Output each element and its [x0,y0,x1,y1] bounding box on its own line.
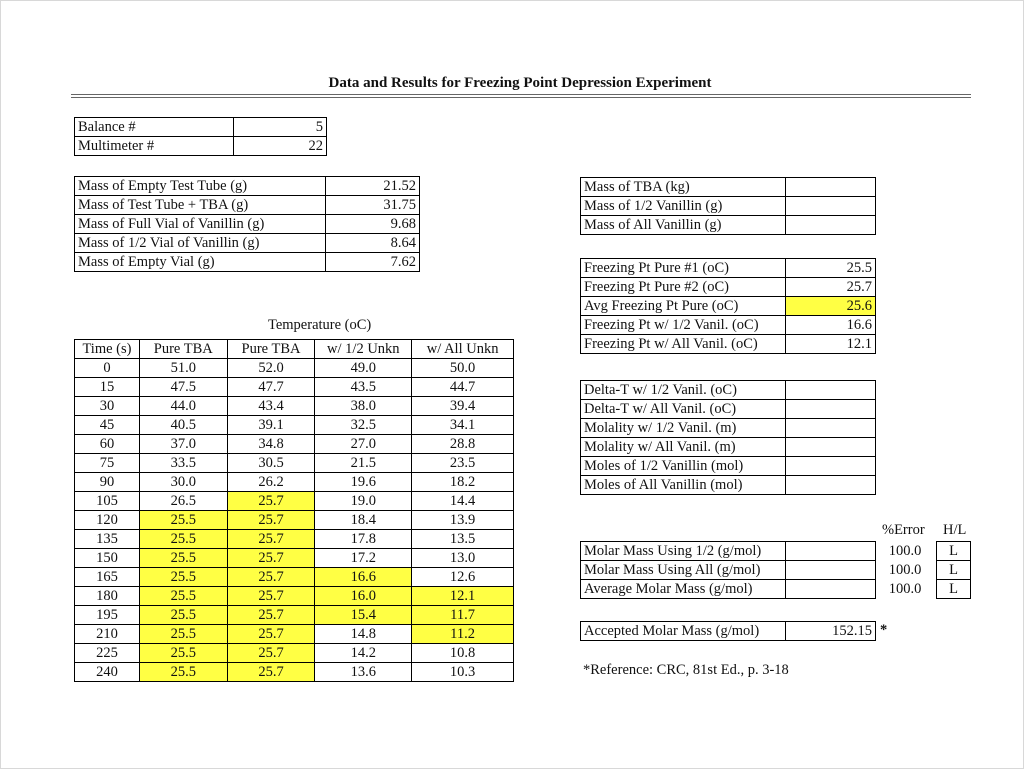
all-unkn-cell[interactable]: 39.4 [412,397,514,416]
delta-row [581,476,876,495]
freezing-point-value-avg[interactable]: 25.6 [785,297,875,316]
temperature-row [75,606,514,625]
title-rule-2 [71,97,971,98]
temperature-row [75,625,514,644]
delta-label: Delta-T w/ 1/2 Vanil. (oC) [581,381,786,400]
time-cell[interactable]: 180 [75,587,140,606]
error-header: %Error [882,522,925,538]
all-unkn-cell[interactable]: 11.2 [412,625,514,644]
temperature-row [75,663,514,682]
pure-tba-2-cell[interactable]: 47.7 [227,378,315,397]
accepted-table [580,621,876,641]
accepted-row [581,622,876,641]
calc-mass-row [581,197,876,216]
temperature-table-body [75,359,514,682]
molar-mass-value[interactable] [785,542,875,561]
time-cell[interactable]: 60 [75,435,140,454]
half-unkn-cell[interactable]: 14.2 [315,644,412,663]
time-cell[interactable]: 0 [75,359,140,378]
half-unkn-cell[interactable]: 16.0 [315,587,412,606]
equipment-table [74,117,327,156]
col-header-half-unkn: w/ 1/2 Unkn [315,340,412,359]
error-table [874,541,971,599]
freezing-point-value[interactable]: 25.5 [785,259,875,278]
all-unkn-cell[interactable]: 10.8 [412,644,514,663]
pure-tba-1-cell[interactable]: 25.5 [139,530,227,549]
page-title: Data and Results for Freezing Point Depression Experiment [328,75,712,91]
pure-tba-1-cell[interactable]: 30.0 [139,473,227,492]
pure-tba-1-cell[interactable]: 33.5 [139,454,227,473]
half-unkn-cell[interactable]: 18.4 [315,511,412,530]
pure-tba-2-cell[interactable]: 30.5 [227,454,315,473]
col-header-pure-tba-2: Pure TBA [227,340,315,359]
freezing-point-row [581,259,876,278]
pure-tba-2-cell[interactable]: 25.7 [227,663,315,682]
freezing-point-label: Avg Freezing Pt Pure (oC) [581,297,786,316]
freezing-point-table [580,258,876,354]
molar-mass-row [581,580,876,599]
pure-tba-2-cell[interactable]: 43.4 [227,397,315,416]
temperature-row [75,473,514,492]
freezing-point-row [581,297,876,316]
col-header-pure-tba-1: Pure TBA [139,340,227,359]
pure-tba-1-cell[interactable]: 25.5 [139,625,227,644]
freezing-point-label: Freezing Pt w/ 1/2 Vanil. (oC) [581,316,786,335]
pure-tba-1-cell[interactable]: 51.0 [139,359,227,378]
delta-row [581,457,876,476]
mass-value[interactable]: 31.75 [326,196,420,215]
error-value: 100.0 [888,581,922,597]
temperature-row [75,416,514,435]
temperature-row [75,378,514,397]
pure-tba-2-cell[interactable]: 25.7 [227,549,315,568]
accepted-value[interactable]: 152.15 [785,622,875,641]
delta-value[interactable] [785,476,875,495]
half-unkn-cell[interactable]: 17.2 [315,549,412,568]
error-row [874,561,971,580]
error-row [874,542,971,561]
temperature-row [75,568,514,587]
error-value: 100.0 [888,543,922,559]
calc-mass-label: Mass of TBA (kg) [581,178,786,197]
accepted-label: Accepted Molar Mass (g/mol) [581,622,786,641]
temperature-table [74,339,514,682]
all-unkn-cell[interactable]: 44.7 [412,378,514,397]
equipment-row [75,137,327,156]
delta-row [581,381,876,400]
pure-tba-1-cell[interactable]: 25.5 [139,568,227,587]
molar-mass-label: Average Molar Mass (g/mol) [581,580,786,599]
pure-tba-1-cell[interactable]: 37.0 [139,435,227,454]
calc-mass-label: Mass of All Vanillin (g) [581,216,786,235]
temperature-row [75,454,514,473]
pure-tba-2-cell[interactable]: 25.7 [227,511,315,530]
delta-value[interactable] [785,400,875,419]
temperature-row [75,587,514,606]
delta-value[interactable] [785,381,875,400]
delta-label: Molality w/ 1/2 Vanil. (m) [581,419,786,438]
molar-mass-row [581,542,876,561]
delta-label: Moles of 1/2 Vanillin (mol) [581,457,786,476]
time-cell[interactable]: 150 [75,549,140,568]
freezing-point-value[interactable]: 25.7 [785,278,875,297]
delta-table [580,380,876,495]
half-unkn-cell[interactable]: 43.5 [315,378,412,397]
temperature-row [75,549,514,568]
freezing-point-label: Freezing Pt w/ All Vanil. (oC) [581,335,786,354]
equipment-value[interactable]: 5 [234,118,327,137]
temperature-header-row [75,340,514,359]
freezing-point-value[interactable]: 16.6 [785,316,875,335]
masses-table [74,176,420,272]
temperature-group-header: Temperature (oC) [268,317,372,333]
temperature-row [75,644,514,663]
freezing-point-row [581,316,876,335]
accepted-footnote-mark: * [880,622,888,638]
half-unkn-cell[interactable]: 32.5 [315,416,412,435]
calc-mass-table [580,177,876,235]
molar-mass-table [580,541,876,599]
mass-row [75,196,420,215]
freezing-point-row [581,335,876,354]
equipment-value[interactable]: 22 [234,137,327,156]
all-unkn-cell[interactable]: 34.1 [412,416,514,435]
pure-tba-1-cell[interactable]: 47.5 [139,378,227,397]
mass-label: Mass of 1/2 Vial of Vanillin (g) [75,234,326,253]
mass-value[interactable]: 9.68 [326,215,420,234]
col-header-all-unkn: w/ All Unkn [412,340,514,359]
pure-tba-1-cell[interactable]: 25.5 [139,511,227,530]
pure-tba-1-cell[interactable]: 25.5 [139,549,227,568]
mass-value[interactable]: 7.62 [326,253,420,272]
calc-mass-value[interactable] [785,216,875,235]
title-rule-1 [71,94,971,95]
reference-note: *Reference: CRC, 81st Ed., p. 3-18 [583,662,789,678]
half-unkn-cell[interactable]: 19.0 [315,492,412,511]
delta-label: Molality w/ All Vanil. (m) [581,438,786,457]
temperature-row [75,511,514,530]
all-unkn-cell[interactable]: 28.8 [412,435,514,454]
time-cell[interactable]: 30 [75,397,140,416]
mass-label: Mass of Empty Vial (g) [75,253,326,272]
freezing-point-value[interactable]: 12.1 [785,335,875,354]
all-unkn-cell[interactable]: 14.4 [412,492,514,511]
hl-value: L [937,542,971,561]
calc-mass-label: Mass of 1/2 Vanillin (g) [581,197,786,216]
all-unkn-cell[interactable]: 50.0 [412,359,514,378]
pure-tba-1-cell[interactable]: 25.5 [139,606,227,625]
mass-label: Mass of Test Tube + TBA (g) [75,196,326,215]
mass-row [75,177,420,196]
pure-tba-2-cell[interactable]: 25.7 [227,644,315,663]
half-unkn-cell[interactable]: 49.0 [315,359,412,378]
col-header-time: Time (s) [75,340,140,359]
all-unkn-cell[interactable]: 12.1 [412,587,514,606]
mass-label: Mass of Full Vial of Vanillin (g) [75,215,326,234]
all-unkn-cell[interactable]: 13.0 [412,549,514,568]
all-unkn-cell[interactable]: 23.5 [412,454,514,473]
error-row [874,580,971,599]
delta-row [581,419,876,438]
time-cell[interactable]: 210 [75,625,140,644]
delta-label: Delta-T w/ All Vanil. (oC) [581,400,786,419]
time-cell[interactable]: 90 [75,473,140,492]
time-cell[interactable]: 120 [75,511,140,530]
calc-mass-row [581,216,876,235]
half-unkn-cell[interactable]: 19.6 [315,473,412,492]
pure-tba-1-cell[interactable]: 26.5 [139,492,227,511]
delta-value[interactable] [785,438,875,457]
calc-mass-value[interactable] [785,197,875,216]
pure-tba-2-cell[interactable]: 25.7 [227,530,315,549]
molar-mass-label: Molar Mass Using All (g/mol) [581,561,786,580]
calc-mass-row [581,178,876,197]
molar-mass-value[interactable] [785,580,875,599]
all-unkn-cell[interactable]: 10.3 [412,663,514,682]
hl-value: L [937,561,971,580]
pure-tba-2-cell[interactable]: 25.7 [227,568,315,587]
delta-label: Moles of All Vanillin (mol) [581,476,786,495]
temperature-row [75,492,514,511]
time-cell[interactable]: 240 [75,663,140,682]
mass-row [75,215,420,234]
pure-tba-2-cell[interactable]: 52.0 [227,359,315,378]
pure-tba-1-cell[interactable]: 25.5 [139,644,227,663]
half-unkn-cell[interactable]: 21.5 [315,454,412,473]
molar-mass-row [581,561,876,580]
time-cell[interactable]: 105 [75,492,140,511]
error-value: 100.0 [888,562,922,578]
time-cell[interactable]: 165 [75,568,140,587]
freezing-point-label: Freezing Pt Pure #1 (oC) [581,259,786,278]
half-unkn-cell[interactable]: 14.8 [315,625,412,644]
delta-value[interactable] [785,457,875,476]
equipment-label: Balance # [75,118,234,137]
half-unkn-cell[interactable]: 17.8 [315,530,412,549]
freezing-point-label: Freezing Pt Pure #2 (oC) [581,278,786,297]
pure-tba-1-cell[interactable]: 44.0 [139,397,227,416]
delta-value[interactable] [785,419,875,438]
molar-mass-label: Molar Mass Using 1/2 (g/mol) [581,542,786,561]
hl-header: H/L [943,522,967,538]
calc-mass-value[interactable] [785,178,875,197]
molar-mass-value[interactable] [785,561,875,580]
mass-row [75,234,420,253]
pure-tba-1-cell[interactable]: 25.5 [139,663,227,682]
half-unkn-cell[interactable]: 27.0 [315,435,412,454]
temperature-row [75,359,514,378]
mass-label: Mass of Empty Test Tube (g) [75,177,326,196]
half-unkn-cell[interactable]: 38.0 [315,397,412,416]
freezing-point-row [581,278,876,297]
time-cell[interactable]: 195 [75,606,140,625]
pure-tba-2-cell[interactable]: 25.7 [227,625,315,644]
time-cell[interactable]: 225 [75,644,140,663]
pure-tba-2-cell[interactable]: 39.1 [227,416,315,435]
time-cell[interactable]: 45 [75,416,140,435]
all-unkn-cell[interactable]: 18.2 [412,473,514,492]
mass-row [75,253,420,272]
pure-tba-2-cell[interactable]: 25.7 [227,587,315,606]
delta-row [581,400,876,419]
pure-tba-2-cell[interactable]: 25.7 [227,606,315,625]
time-cell[interactable]: 15 [75,378,140,397]
temperature-row [75,530,514,549]
time-cell[interactable]: 135 [75,530,140,549]
delta-row [581,438,876,457]
pure-tba-2-cell[interactable]: 26.2 [227,473,315,492]
equipment-row [75,118,327,137]
half-unkn-cell[interactable]: 15.4 [315,606,412,625]
all-unkn-cell[interactable]: 13.5 [412,530,514,549]
temperature-row [75,397,514,416]
pure-tba-1-cell[interactable]: 25.5 [139,587,227,606]
hl-value: L [937,580,971,599]
equipment-label: Multimeter # [75,137,234,156]
pure-tba-2-cell[interactable]: 34.8 [227,435,315,454]
pure-tba-2-cell[interactable]: 25.7 [227,492,315,511]
pure-tba-1-cell[interactable]: 40.5 [139,416,227,435]
all-unkn-cell[interactable]: 12.6 [412,568,514,587]
time-cell[interactable]: 75 [75,454,140,473]
all-unkn-cell[interactable]: 13.9 [412,511,514,530]
all-unkn-cell[interactable]: 11.7 [412,606,514,625]
half-unkn-cell[interactable]: 16.6 [315,568,412,587]
mass-value[interactable]: 8.64 [326,234,420,253]
mass-value[interactable]: 21.52 [326,177,420,196]
half-unkn-cell[interactable]: 13.6 [315,663,412,682]
temperature-row [75,435,514,454]
